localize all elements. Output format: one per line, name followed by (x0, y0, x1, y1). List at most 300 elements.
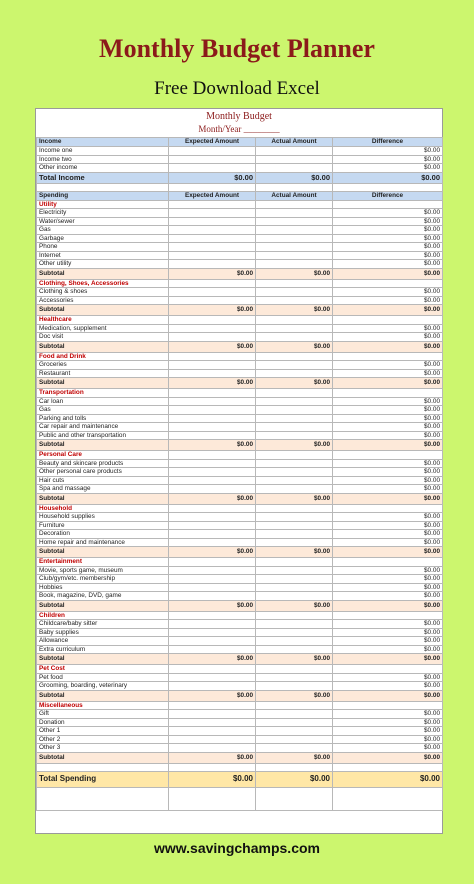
category-name: Food and Drink (37, 352, 169, 361)
expected-amount-cell[interactable] (169, 620, 256, 629)
category-name: Transportation (37, 389, 169, 398)
actual-amount-cell[interactable] (256, 324, 333, 333)
difference-cell: $0.00 (333, 414, 443, 423)
actual-amount-cell[interactable] (256, 431, 333, 440)
expected-amount-cell[interactable] (169, 566, 256, 575)
actual-amount-cell[interactable] (256, 673, 333, 682)
subtotal-actual: $0.00 (256, 654, 333, 665)
actual-amount-cell[interactable] (256, 414, 333, 423)
actual-amount-cell[interactable] (256, 513, 333, 522)
subtotal-expected: $0.00 (169, 600, 256, 611)
expected-amount-cell[interactable] (169, 592, 256, 601)
actual-amount-cell[interactable] (256, 147, 333, 156)
blank-cell (37, 787, 169, 810)
expected-amount-cell[interactable] (169, 476, 256, 485)
table-row (37, 583, 443, 592)
category-row (37, 279, 443, 288)
difference-cell: $0.00 (333, 710, 443, 719)
difference-cell: $0.00 (333, 333, 443, 342)
actual-amount-cell[interactable] (256, 583, 333, 592)
item-label: Garbage (37, 234, 169, 243)
expected-amount-cell[interactable] (169, 147, 256, 156)
actual-amount-header: Actual Amount (256, 191, 333, 200)
expected-amount-cell[interactable] (169, 628, 256, 637)
actual-amount-cell[interactable] (256, 620, 333, 629)
difference-cell: $0.00 (333, 296, 443, 305)
total-spending-expected: $0.00 (169, 771, 256, 787)
expected-amount-cell[interactable] (169, 397, 256, 406)
subtotal-label: Subtotal (37, 341, 169, 352)
item-label: Book, magazine, DVD, game (37, 592, 169, 601)
expected-amount-cell[interactable] (169, 575, 256, 584)
blank-cell (256, 451, 333, 460)
table-row (37, 397, 443, 406)
category-row (37, 352, 443, 361)
subtotal-expected: $0.00 (169, 690, 256, 701)
spacer-row (37, 787, 443, 810)
table-row (37, 423, 443, 432)
expected-amount-cell[interactable] (169, 530, 256, 539)
table-row (37, 361, 443, 370)
item-label: Water/sewer (37, 217, 169, 226)
expected-amount-cell[interactable] (169, 583, 256, 592)
difference-cell: $0.00 (333, 592, 443, 601)
item-label: Extra curriculum (37, 645, 169, 654)
blank-cell (169, 183, 256, 191)
expected-amount-header: Expected Amount (169, 138, 256, 147)
expected-amount-cell[interactable] (169, 226, 256, 235)
table-row (37, 431, 443, 440)
table-row (37, 566, 443, 575)
blank-cell (333, 763, 443, 771)
blank-cell (169, 279, 256, 288)
subtotal (37, 493, 443, 504)
item-label: Other income (37, 164, 169, 173)
category-name: Clothing, Shoes, Accessories (37, 279, 169, 288)
actual-amount-cell[interactable] (256, 406, 333, 415)
category-name: Children (37, 611, 169, 620)
expected-amount-cell[interactable] (169, 209, 256, 218)
blank-cell (333, 389, 443, 398)
item-label: Baby supplies (37, 628, 169, 637)
difference-cell: $0.00 (333, 243, 443, 252)
actual-amount-cell[interactable] (256, 251, 333, 260)
table-row (37, 459, 443, 468)
table-row (37, 673, 443, 682)
actual-amount-cell[interactable] (256, 628, 333, 637)
difference-cell: $0.00 (333, 682, 443, 691)
category-name: Miscellaneous (37, 701, 169, 710)
table-row (37, 288, 443, 297)
item-label: Hair cuts (37, 476, 169, 485)
expected-amount-cell[interactable] (169, 260, 256, 269)
expected-amount-cell[interactable] (169, 296, 256, 305)
expected-amount-cell[interactable] (169, 251, 256, 260)
subtotal-expected: $0.00 (169, 752, 256, 763)
section-header-cell: Income (37, 138, 169, 147)
section-header-cell: Spending (37, 191, 169, 200)
actual-amount-cell[interactable] (256, 260, 333, 269)
table-row (37, 710, 443, 719)
subtotal (37, 600, 443, 611)
actual-amount-cell[interactable] (256, 645, 333, 654)
item-label: Beauty and skincare products (37, 459, 169, 468)
expected-amount-cell[interactable] (169, 645, 256, 654)
expected-amount-cell[interactable] (169, 682, 256, 691)
difference-cell: $0.00 (333, 288, 443, 297)
subtotal-expected: $0.00 (169, 341, 256, 352)
total-income-label: Total Income (37, 172, 169, 183)
table-row (37, 718, 443, 727)
category-row (37, 701, 443, 710)
blank-cell (169, 389, 256, 398)
website-url[interactable]: www.savingchamps.com (154, 840, 320, 856)
actual-amount-cell[interactable] (256, 296, 333, 305)
difference-cell: $0.00 (333, 628, 443, 637)
difference-cell: $0.00 (333, 735, 443, 744)
blank-cell (256, 558, 333, 567)
item-label: Club/gym/etc. membership (37, 575, 169, 584)
actual-amount-cell[interactable] (256, 727, 333, 736)
actual-amount-cell[interactable] (256, 637, 333, 646)
actual-amount-cell[interactable] (256, 243, 333, 252)
actual-amount-cell[interactable] (256, 217, 333, 226)
subtotal-label: Subtotal (37, 305, 169, 316)
subtotal-difference: $0.00 (333, 690, 443, 701)
actual-amount-cell[interactable] (256, 530, 333, 539)
subtotal-label: Subtotal (37, 440, 169, 451)
table-row (37, 645, 443, 654)
expected-amount-cell[interactable] (169, 513, 256, 522)
difference-cell: $0.00 (333, 226, 443, 235)
blank-cell (256, 279, 333, 288)
table-row (37, 164, 443, 173)
blank-cell (37, 763, 169, 771)
expected-amount-cell[interactable] (169, 468, 256, 477)
subtotal-difference: $0.00 (333, 341, 443, 352)
actual-amount-cell[interactable] (256, 234, 333, 243)
table-row (37, 735, 443, 744)
expected-amount-cell[interactable] (169, 234, 256, 243)
blank-cell (333, 279, 443, 288)
total-spending-label: Total Spending (37, 771, 169, 787)
spacer-row (37, 763, 443, 771)
subtotal (37, 654, 443, 665)
page-subtitle: Free Download Excel (154, 78, 320, 99)
total-income-difference: $0.00 (333, 172, 443, 183)
item-label: Other utility (37, 260, 169, 269)
subtotal-actual: $0.00 (256, 341, 333, 352)
difference-cell: $0.00 (333, 620, 443, 629)
expected-amount-cell[interactable] (169, 164, 256, 173)
actual-amount-cell[interactable] (256, 369, 333, 378)
category-row (37, 504, 443, 513)
subtotal (37, 341, 443, 352)
difference-cell: $0.00 (333, 673, 443, 682)
expected-amount-cell[interactable] (169, 243, 256, 252)
difference-cell: $0.00 (333, 234, 443, 243)
table-row (37, 333, 443, 342)
actual-amount-cell[interactable] (256, 592, 333, 601)
difference-cell: $0.00 (333, 718, 443, 727)
subtotal-actual: $0.00 (256, 547, 333, 558)
expected-amount-cell[interactable] (169, 288, 256, 297)
blank-cell (169, 504, 256, 513)
blank-cell (169, 701, 256, 710)
actual-amount-cell[interactable] (256, 397, 333, 406)
blank-cell (256, 316, 333, 325)
difference-cell: $0.00 (333, 583, 443, 592)
subtotal-actual: $0.00 (256, 600, 333, 611)
subtotal-actual: $0.00 (256, 493, 333, 504)
actual-amount-cell[interactable] (256, 468, 333, 477)
item-label: Gift (37, 710, 169, 719)
subtotal-actual: $0.00 (256, 268, 333, 279)
subtotal (37, 440, 443, 451)
blank-cell (169, 763, 256, 771)
subtotal-expected: $0.00 (169, 305, 256, 316)
expected-amount-cell[interactable] (169, 637, 256, 646)
subtotal (37, 268, 443, 279)
total-spending-difference: $0.00 (333, 771, 443, 787)
subtotal-label: Subtotal (37, 690, 169, 701)
actual-amount-cell[interactable] (256, 226, 333, 235)
sheet-header (36, 109, 442, 137)
table-row (37, 226, 443, 235)
total-income-actual: $0.00 (256, 172, 333, 183)
actual-amount-cell[interactable] (256, 164, 333, 173)
blank-cell (169, 558, 256, 567)
item-label: Income two (37, 155, 169, 164)
difference-cell: $0.00 (333, 406, 443, 415)
actual-amount-cell[interactable] (256, 333, 333, 342)
item-label: Household supplies (37, 513, 169, 522)
blank-cell (333, 451, 443, 460)
sheet-title: Monthly Budget (206, 111, 272, 122)
expected-amount-cell[interactable] (169, 459, 256, 468)
expected-amount-cell[interactable] (169, 155, 256, 164)
expected-amount-cell[interactable] (169, 423, 256, 432)
total-spending (37, 771, 443, 787)
expected-amount-cell[interactable] (169, 538, 256, 547)
blank-cell (333, 352, 443, 361)
expected-amount-cell[interactable] (169, 324, 256, 333)
difference-cell: $0.00 (333, 575, 443, 584)
table-row (37, 682, 443, 691)
expected-amount-cell[interactable] (169, 727, 256, 736)
blank-cell (256, 389, 333, 398)
actual-amount-cell[interactable] (256, 538, 333, 547)
actual-amount-cell[interactable] (256, 744, 333, 753)
category-row (37, 611, 443, 620)
expected-amount-cell[interactable] (169, 718, 256, 727)
item-label: Spa and massage (37, 485, 169, 494)
subtotal-difference: $0.00 (333, 752, 443, 763)
table-row (37, 538, 443, 547)
blank-cell (256, 763, 333, 771)
actual-amount-cell[interactable] (256, 718, 333, 727)
blank-cell (333, 665, 443, 674)
subtotal-expected: $0.00 (169, 378, 256, 389)
blank-cell (256, 200, 333, 209)
blank-cell (256, 701, 333, 710)
subtotal-difference: $0.00 (333, 600, 443, 611)
subtotal-expected: $0.00 (169, 493, 256, 504)
category-row (37, 665, 443, 674)
table-row (37, 727, 443, 736)
table-row (37, 251, 443, 260)
table-row (37, 209, 443, 218)
expected-amount-cell[interactable] (169, 406, 256, 415)
expected-amount-cell[interactable] (169, 521, 256, 530)
expected-amount-cell[interactable] (169, 431, 256, 440)
difference-cell: $0.00 (333, 423, 443, 432)
subtotal-difference: $0.00 (333, 268, 443, 279)
expected-amount-cell[interactable] (169, 744, 256, 753)
item-label: Restaurant (37, 369, 169, 378)
expected-amount-header: Expected Amount (169, 191, 256, 200)
budget-table-body (37, 138, 443, 811)
item-label: Income one (37, 147, 169, 156)
blank-cell (333, 611, 443, 620)
item-label: Childcare/baby sitter (37, 620, 169, 629)
table-row (37, 485, 443, 494)
blank-cell (333, 504, 443, 513)
column-header-row (37, 191, 443, 200)
actual-amount-cell[interactable] (256, 209, 333, 218)
blank-cell (256, 183, 333, 191)
expected-amount-cell[interactable] (169, 333, 256, 342)
actual-amount-cell[interactable] (256, 459, 333, 468)
item-label: Phone (37, 243, 169, 252)
blank-cell (256, 504, 333, 513)
difference-header: Difference (333, 191, 443, 200)
difference-cell: $0.00 (333, 369, 443, 378)
table-row (37, 296, 443, 305)
difference-cell: $0.00 (333, 147, 443, 156)
subtotal-expected: $0.00 (169, 654, 256, 665)
blank-cell (169, 200, 256, 209)
subtotal-actual: $0.00 (256, 305, 333, 316)
category-name: Pet Cost (37, 665, 169, 674)
item-label: Accessories (37, 296, 169, 305)
expected-amount-cell[interactable] (169, 735, 256, 744)
expected-amount-cell[interactable] (169, 361, 256, 370)
table-row (37, 620, 443, 629)
subtotal-difference: $0.00 (333, 547, 443, 558)
difference-cell: $0.00 (333, 744, 443, 753)
actual-amount-cell[interactable] (256, 575, 333, 584)
subtotal-difference: $0.00 (333, 440, 443, 451)
blank-cell (333, 558, 443, 567)
difference-cell: $0.00 (333, 637, 443, 646)
category-name: Entertainment (37, 558, 169, 567)
page-title: Monthly Budget Planner (99, 34, 375, 63)
category-name: Utility (37, 200, 169, 209)
actual-amount-cell[interactable] (256, 485, 333, 494)
category-row (37, 389, 443, 398)
expected-amount-cell[interactable] (169, 217, 256, 226)
actual-amount-cell[interactable] (256, 423, 333, 432)
table-row (37, 468, 443, 477)
blank-cell (333, 200, 443, 209)
difference-header: Difference (333, 138, 443, 147)
table-row (37, 530, 443, 539)
actual-amount-cell[interactable] (256, 288, 333, 297)
difference-cell: $0.00 (333, 538, 443, 547)
difference-cell: $0.00 (333, 727, 443, 736)
total-income-expected: $0.00 (169, 172, 256, 183)
actual-amount-cell[interactable] (256, 476, 333, 485)
category-name: Healthcare (37, 316, 169, 325)
subtotal-expected: $0.00 (169, 440, 256, 451)
table-row (37, 155, 443, 164)
actual-amount-cell[interactable] (256, 521, 333, 530)
blank-cell (256, 352, 333, 361)
blank-cell (169, 787, 256, 810)
expected-amount-cell[interactable] (169, 369, 256, 378)
table-row (37, 369, 443, 378)
item-label: Public and other transportation (37, 431, 169, 440)
expected-amount-cell[interactable] (169, 414, 256, 423)
actual-amount-cell[interactable] (256, 735, 333, 744)
item-label: Furniture (37, 521, 169, 530)
budget-table (36, 137, 443, 811)
subtotal-label: Subtotal (37, 654, 169, 665)
table-row (37, 575, 443, 584)
item-label: Parking and tolls (37, 414, 169, 423)
difference-cell: $0.00 (333, 155, 443, 164)
subtotal-label: Subtotal (37, 493, 169, 504)
actual-amount-cell[interactable] (256, 361, 333, 370)
item-label: Decoration (37, 530, 169, 539)
item-label: Internet (37, 251, 169, 260)
difference-cell: $0.00 (333, 361, 443, 370)
blank-cell (256, 611, 333, 620)
table-row (37, 521, 443, 530)
actual-amount-cell[interactable] (256, 710, 333, 719)
subtotal-label: Subtotal (37, 268, 169, 279)
difference-cell: $0.00 (333, 476, 443, 485)
expected-amount-cell[interactable] (169, 710, 256, 719)
item-label: Pet food (37, 673, 169, 682)
category-name: Household (37, 504, 169, 513)
subtotal-difference: $0.00 (333, 654, 443, 665)
item-label: Groceries (37, 361, 169, 370)
category-row (37, 316, 443, 325)
expected-amount-cell[interactable] (169, 485, 256, 494)
actual-amount-cell[interactable] (256, 682, 333, 691)
difference-cell: $0.00 (333, 251, 443, 260)
item-label: Electricity (37, 209, 169, 218)
subtotal-actual: $0.00 (256, 690, 333, 701)
table-row (37, 147, 443, 156)
expected-amount-cell[interactable] (169, 673, 256, 682)
subtotal-label: Subtotal (37, 378, 169, 389)
difference-cell: $0.00 (333, 164, 443, 173)
blank-cell (333, 701, 443, 710)
actual-amount-cell[interactable] (256, 566, 333, 575)
difference-cell: $0.00 (333, 521, 443, 530)
item-label: Movie, sports game, museum (37, 566, 169, 575)
difference-cell: $0.00 (333, 459, 443, 468)
actual-amount-cell[interactable] (256, 155, 333, 164)
subtotal-expected: $0.00 (169, 547, 256, 558)
item-label: Donation (37, 718, 169, 727)
table-row (37, 243, 443, 252)
blank-cell (169, 451, 256, 460)
item-label: Allowance (37, 637, 169, 646)
